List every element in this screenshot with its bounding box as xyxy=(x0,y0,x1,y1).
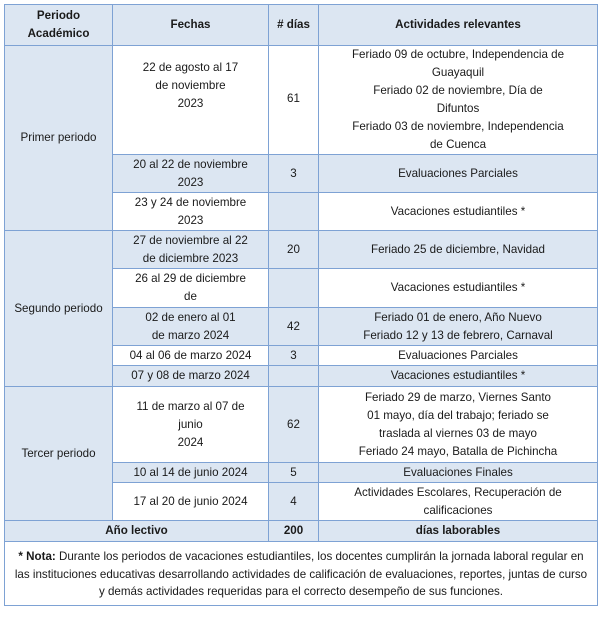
dates-cell xyxy=(113,366,269,387)
table-row xyxy=(5,46,598,155)
dates-line: 10 al 14 de junio 2024 xyxy=(133,465,248,479)
activity-line: 01 mayo, día del trabajo; feriado se xyxy=(367,408,549,422)
school-calendar-table xyxy=(4,4,598,606)
dates-line: 2023 xyxy=(177,213,204,227)
dates-line: 27 de noviembre al 22 xyxy=(133,233,248,247)
dates-line: 26 al 29 de diciembre xyxy=(135,272,246,285)
dates-line: 17 al 20 de junio 2024 xyxy=(133,494,248,508)
activity-line: Feriado 25 de diciembre, Navidad xyxy=(370,242,545,256)
dates-line: 2024 xyxy=(177,435,204,449)
table-row xyxy=(5,231,598,269)
activities-cell xyxy=(319,231,598,269)
activity-line: Feriado 03 de noviembre, Independencia xyxy=(352,120,564,133)
activity-line: Evaluaciones Parciales xyxy=(398,166,518,180)
dates-line: 23 y 24 de noviembre xyxy=(134,195,247,209)
dates-cell xyxy=(113,387,269,463)
header-row xyxy=(5,5,598,46)
activity-line: Vacaciones estudiantiles * xyxy=(390,281,526,294)
days-cell: 3 xyxy=(269,346,319,366)
activities-cell xyxy=(319,483,598,521)
note-row xyxy=(5,542,598,606)
dates-line: 20 al 22 de noviembre xyxy=(133,157,248,171)
activities-cell xyxy=(319,387,598,463)
days-cell: 62 xyxy=(269,387,319,463)
dates-line: de noviembre xyxy=(155,79,226,92)
activity-line: Actividades Escolares, Recuperación de xyxy=(354,485,562,499)
dates-cell xyxy=(113,155,269,193)
dates-cell xyxy=(113,46,269,155)
total-label: Año lectivo xyxy=(5,521,269,542)
activity-line: Evaluaciones Finales xyxy=(403,465,513,479)
dates-line: 2023 xyxy=(177,97,204,110)
dates-line: 2023 xyxy=(177,175,204,189)
dates-cell xyxy=(113,346,269,366)
activities-cell xyxy=(319,269,598,308)
days-cell xyxy=(269,366,319,387)
activity-line: Feriado 29 de marzo, Viernes Santo xyxy=(364,390,552,404)
activities-cell xyxy=(319,155,598,193)
activities-cell xyxy=(319,346,598,366)
dates-line: de marzo 2024 xyxy=(151,328,230,342)
header-activities: Actividades relevantes xyxy=(319,5,598,46)
activity-line: Difuntos xyxy=(436,102,480,115)
note-label: * Nota: xyxy=(18,550,56,563)
note-text: Durante los periodos de vacaciones estudiantiles, los docentes cumplirán la jornada laboral regular en las instituciones educativas desarrollando actividades de calificación de evaluaciones, reportes, juntas de curso y demás actividades requeridas para el correcto desempeño de sus funciones. xyxy=(14,550,588,598)
activities-cell xyxy=(319,308,598,346)
period-name: Primer periodo xyxy=(5,46,113,231)
dates-cell xyxy=(113,483,269,521)
days-cell: 42 xyxy=(269,308,319,346)
activity-line: Evaluaciones Parciales xyxy=(398,348,518,362)
dates-line: junio xyxy=(178,417,203,431)
activity-line: Vacaciones estudiantiles * xyxy=(390,204,526,218)
period-name: Segundo periodo xyxy=(5,231,113,387)
dates-line: 04 al 06 de marzo 2024 xyxy=(129,348,252,362)
total-row xyxy=(5,521,598,542)
dates-cell xyxy=(113,231,269,269)
activity-line: Feriado 09 de octubre, Independencia de xyxy=(351,48,565,61)
activity-line: Feriado 24 mayo, Batalla de Pichincha xyxy=(358,444,558,458)
activity-line: de Cuenca xyxy=(429,138,487,151)
dates-line: 07 y 08 de marzo 2024 xyxy=(131,369,250,382)
dates-line: de diciembre 2023 xyxy=(142,251,239,265)
activity-line: traslada al viernes 03 de mayo xyxy=(379,426,537,440)
days-cell: 3 xyxy=(269,155,319,193)
dates-line: 02 de enero al 01 xyxy=(145,310,236,324)
activity-line: Feriado 01 de enero, Año Nuevo xyxy=(374,310,542,324)
header-dates: Fechas xyxy=(113,5,269,46)
dates-line: de xyxy=(184,290,197,303)
activities-cell xyxy=(319,366,598,387)
activities-cell xyxy=(319,193,598,231)
activity-line: Feriado 02 de noviembre, Día de xyxy=(373,84,543,97)
days-cell xyxy=(269,269,319,308)
header-period: Periodo Académico xyxy=(5,5,113,46)
activity-line: Feriado 12 y 13 de febrero, Carnaval xyxy=(363,328,553,342)
activity-line: Vacaciones estudiantiles * xyxy=(390,369,526,382)
dates-cell xyxy=(113,308,269,346)
days-cell: 20 xyxy=(269,231,319,269)
dates-line: 11 de marzo al 07 de xyxy=(136,399,245,413)
activities-cell xyxy=(319,46,598,155)
activity-line: Guayaquil xyxy=(431,66,485,79)
days-cell: 5 xyxy=(269,463,319,483)
activities-cell xyxy=(319,463,598,483)
days-cell xyxy=(269,193,319,231)
days-cell: 61 xyxy=(269,46,319,155)
dates-cell xyxy=(113,193,269,231)
total-days: 200 xyxy=(269,521,319,542)
table-row xyxy=(5,387,598,463)
note-cell xyxy=(5,542,598,606)
header-days: # días xyxy=(269,5,319,46)
total-unit: días laborables xyxy=(319,521,598,542)
dates-cell xyxy=(113,269,269,308)
period-name: Tercer periodo xyxy=(5,387,113,521)
activity-line: calificaciones xyxy=(423,503,493,517)
dates-cell xyxy=(113,463,269,483)
days-cell: 4 xyxy=(269,483,319,521)
dates-line: 22 de agosto al 17 xyxy=(142,61,239,74)
